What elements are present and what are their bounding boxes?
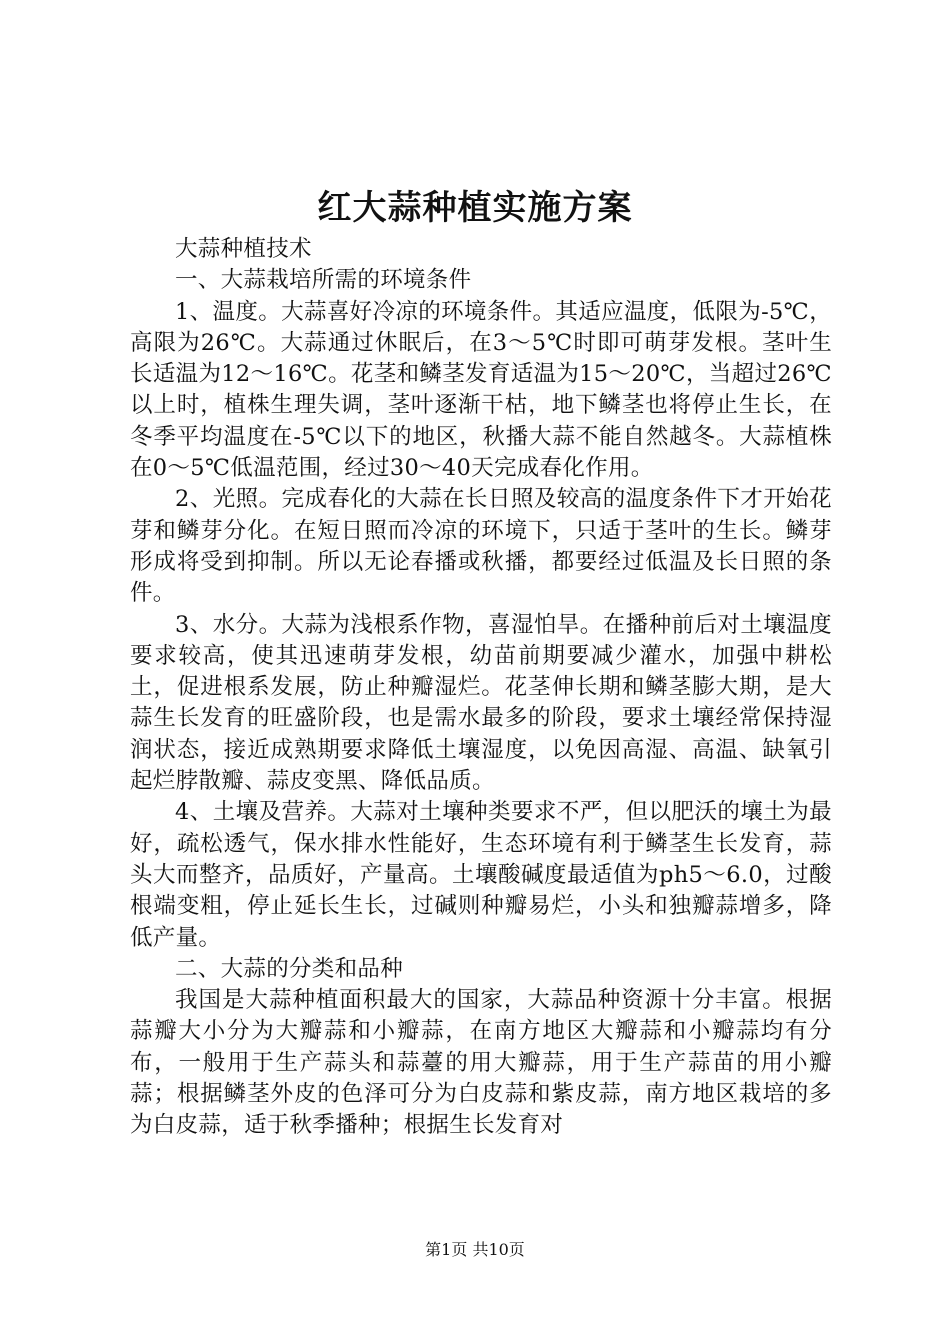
section-heading-environment: 一、大蒜栽培所需的环境条件 bbox=[175, 267, 472, 294]
paragraph-light: 2、光照。完成春化的大蒜在长日照及较高的温度条件下才开始花芽和鳞芽分化。在短日照而冷凉的环境下，只适于茎叶的生长。鳞芽形成将受到抑制。所以无论春播或秋播，都要经过低温及长日照的条件。 bbox=[130, 486, 832, 607]
document-title: 红大蒜种植实施方案 bbox=[317, 188, 633, 228]
page-footer: 第1页 共10页 bbox=[425, 1240, 525, 1259]
paragraph-subtitle: 大蒜种植技术 bbox=[175, 236, 312, 262]
paragraph-varieties: 我国是大蒜种植面积最大的国家，大蒜品种资源十分丰富。根据蒜瓣大小分为大瓣蒜和小瓣蒜，在南方地区大瓣蒜和小瓣蒜均有分布，一般用于生产蒜头和蒜薹的用大瓣蒜，用于生产蒜苗的用小瓣蒜；根据鳞茎外皮的色泽可分为白皮蒜和紫皮蒜，南方地区栽培的多为白皮蒜，适于秋季播种；根据生长发育对 bbox=[130, 987, 832, 1139]
document-body bbox=[130, 234, 832, 1142]
section-heading-varieties: 二、大蒜的分类和品种 bbox=[175, 955, 404, 982]
paragraph-water: 3、水分。大蒜为浅根系作物，喜湿怕旱。在播种前后对土壤温度要求较高，使其迅速萌芽发根，幼苗前期要减少灌水，加强中耕松土，促进根系发展，防止种瓣湿烂。花茎伸长期和鳞茎膨大期，是大蒜生长发育的旺盛阶段，也是需水最多的阶段，要求土壤经常保持湿润状态，接近成熟期要求降低土壤湿度，以免因高湿、高温、缺氧引起烂脖散瓣、蒜皮变黑、降低品质。 bbox=[130, 611, 832, 795]
paragraph-soil: 4、土壤及营养。大蒜对土壤种类要求不严，但以肥沃的壤土为最好，疏松透气，保水排水性能好，生态环境有利于鳞茎生长发育，蒜头大而整齐，品质好，产量高。土壤酸碱度最适值为ph5～6.0，过酸根端变粗，停止延长生长，过碱则种瓣易烂，小头和独瓣蒜增多，降低产量。 bbox=[130, 799, 832, 951]
paragraph-temperature: 1、温度。大蒜喜好冷凉的环境条件。其适应温度，低限为-5℃，高限为26℃。大蒜通过休眠后，在3～5℃时即可萌芽发根。茎叶生长适温为12～16℃。花茎和鳞茎发育适温为15～20℃，当超过26℃以上时，植株生理失调，茎叶逐渐干枯，地下鳞茎也将停止生长，在冬季平均温度在-5℃以下的地区，秋播大蒜不能自然越冬。大蒜植株在0～5℃低温范围，经过30～40天完成春化作用。 bbox=[130, 298, 832, 482]
